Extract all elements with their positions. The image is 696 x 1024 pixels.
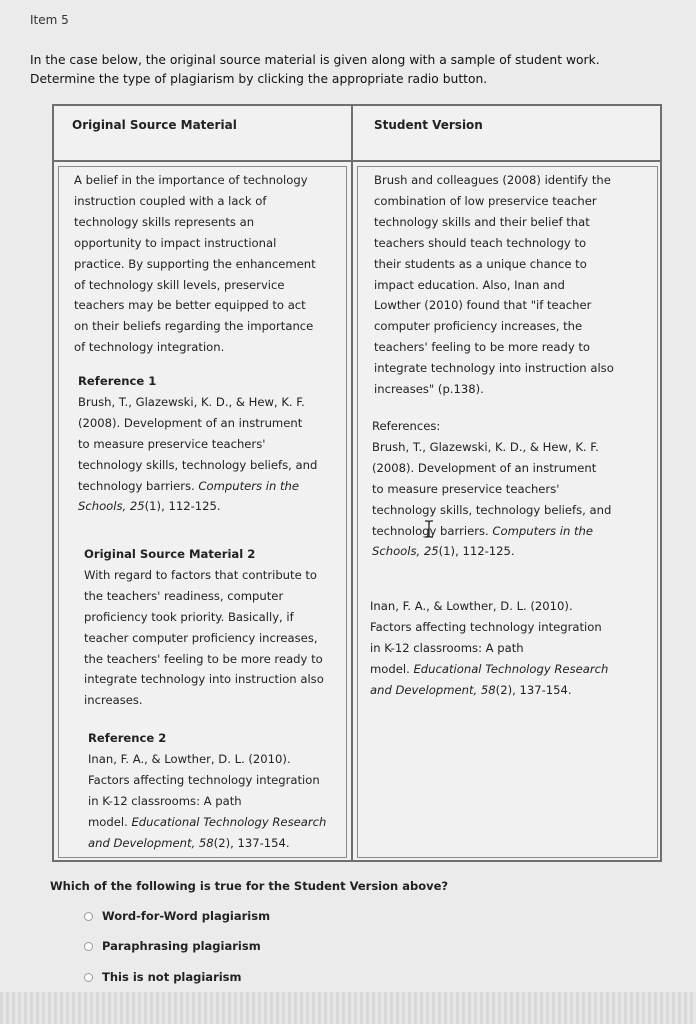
text-line: integrate technology into instruction also [374, 361, 614, 376]
reference-2-label: Reference 2 [88, 731, 167, 745]
text-line: the teachers' feeling to be more ready to [84, 651, 323, 666]
option-word-for-word[interactable] [84, 909, 270, 923]
text-line: teacher computer proficiency increases, [84, 630, 318, 645]
text-line: of technology integration. [74, 340, 225, 355]
original-source-2-block [84, 544, 344, 711]
text-line: technology barriers. Computers in the [372, 523, 594, 538]
text-line: proficiency took priority. Basically, if [84, 609, 294, 624]
text-line: Brush, T., Glazewski, K. D., & Hew, K. F. [372, 439, 599, 454]
header-original-source: Original Source Material [72, 118, 237, 132]
text-line: and Development, 58(2), 137-154. [370, 682, 572, 697]
instructions-line-1: In the case below, the original source material is given along with a sample of student work. [30, 53, 600, 67]
column-divider [351, 106, 353, 860]
reference-1-block [78, 371, 344, 517]
text-line: integrate technology into instruction also [84, 672, 324, 687]
text-line: on their beliefs regarding the importance [74, 319, 314, 334]
text-line: increases" (p.138). [374, 382, 484, 397]
radio-button[interactable] [84, 912, 93, 921]
table-header-row [54, 106, 660, 162]
student-references-block [372, 416, 656, 562]
text-line: practice. By supporting the enhancement [74, 256, 316, 271]
text-line: in K-12 classrooms: A path [88, 793, 242, 808]
text-line: technology barriers. Computers in the [78, 478, 300, 493]
text-line: (2008). Development of an instrument [78, 415, 303, 430]
text-line: Inan, F. A., & Lowther, D. L. (2010). [370, 599, 573, 613]
option-label: Word-for-Word plagiarism [102, 909, 271, 923]
item-title: Item 5 [30, 13, 69, 27]
option-label: Paraphrasing plagiarism [102, 939, 261, 953]
text-line: technology skills, technology beliefs, and [372, 502, 612, 517]
text-line: technology skills and their belief that [374, 214, 590, 229]
text-line: and Development, 58(2), 137-154. [88, 835, 290, 850]
text-line: in K-12 classrooms: A path [370, 640, 524, 655]
text-line: Brush, T., Glazewski, K. D., & Hew, K. F. [78, 394, 305, 409]
screen-bottom-edge [0, 992, 696, 1024]
text-line: computer proficiency increases, the [374, 319, 583, 334]
student-version-text [374, 170, 654, 400]
text-line: Factors affecting technology integration [370, 619, 602, 634]
question-text: Which of the following is true for the Student Version above? [50, 879, 449, 893]
text-line: teachers' feeling to be more ready to [374, 340, 591, 355]
student-reference-2-block [370, 596, 656, 701]
text-line: of technology skill levels, preservice [74, 277, 285, 292]
reference-2-block [88, 728, 344, 853]
original-source-1-text [74, 170, 344, 358]
text-line: technology skills represents an [74, 214, 255, 229]
text-line: model. Educational Technology Research [88, 814, 327, 829]
text-line: Schools, 25(1), 112-125. [372, 544, 515, 559]
references-label: References: [372, 419, 441, 433]
text-line: increases. [84, 693, 143, 708]
text-line: Inan, F. A., & Lowther, D. L. (2010). [88, 751, 291, 766]
option-not-plagiarism[interactable] [84, 970, 242, 984]
text-line: opportunity to impact instructional [74, 235, 277, 250]
text-line: Factors affecting technology integration [88, 772, 320, 787]
text-line: technology skills, technology beliefs, and [78, 457, 318, 472]
radio-button[interactable] [84, 942, 93, 951]
text-line: to measure preservice teachers' [372, 481, 560, 496]
text-line: teachers may be better equipped to act [74, 298, 306, 313]
text-line: model. Educational Technology Research [370, 661, 609, 676]
text-line: their students as a unique chance to [374, 256, 587, 271]
text-line: impact education. Also, Inan and [374, 277, 565, 292]
text-line: to measure preservice teachers' [78, 436, 266, 451]
reference-1-label: Reference 1 [78, 374, 157, 388]
text-line: (2008). Development of an instrument [372, 460, 597, 475]
original-source-2-label: Original Source Material 2 [84, 547, 256, 561]
header-student-version: Student Version [374, 118, 483, 132]
option-label: This is not plagiarism [102, 970, 242, 984]
text-line: Brush and colleagues (2008) identify the [374, 173, 611, 187]
radio-button[interactable] [84, 973, 93, 982]
comparison-table [52, 104, 662, 862]
instructions [30, 51, 670, 89]
text-line: Schools, 25(1), 112-125. [78, 499, 221, 514]
option-paraphrasing[interactable] [84, 939, 261, 953]
text-cursor-icon [422, 520, 436, 538]
text-line: the teachers' readiness, computer [84, 588, 284, 603]
text-line: Lowther (2010) found that "if teacher [374, 298, 592, 313]
text-line: teachers should teach technology to [374, 235, 587, 250]
text-line: With regard to factors that contribute to [84, 567, 318, 582]
instructions-line-2: Determine the type of plagiarism by clicking the appropriate radio button. [30, 72, 488, 86]
text-line: A belief in the importance of technology [74, 173, 308, 187]
text-line: instruction coupled with a lack of [74, 193, 267, 208]
text-line: combination of low preservice teacher [374, 193, 597, 208]
